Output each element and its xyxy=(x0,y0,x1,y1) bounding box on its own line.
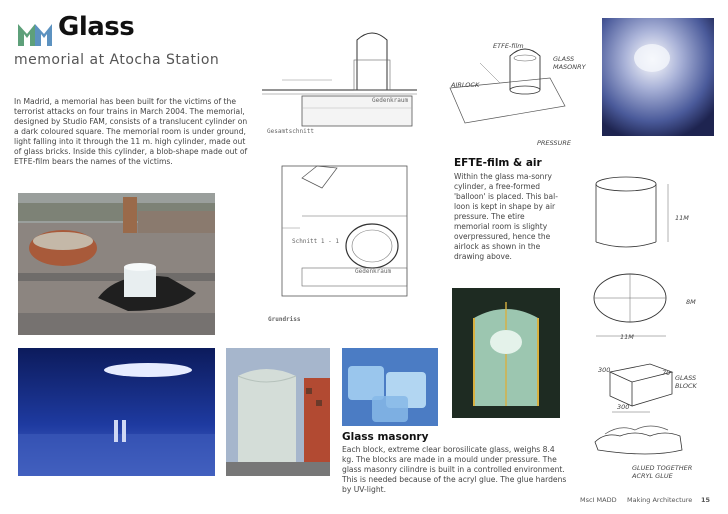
glass-blocks-photo xyxy=(342,348,438,426)
glass-masonry-paragraph: Each block, extreme clear borosilicate glass, weighs 8.4 kg. The blocks are made in a mould under pressure. The glass masonry cilindre is built in a controlled environment. This is needed because of the acryl glue. The glue hardens by UV-light. xyxy=(342,445,567,494)
memorial-room-photo xyxy=(18,348,215,476)
logo-icon xyxy=(18,22,52,46)
efte-title: EFTE-film & air xyxy=(454,157,542,169)
section-drawing xyxy=(262,18,417,136)
pressure-sketch-label: PRESSURE xyxy=(537,139,571,147)
section-small-label-1: Gedenkraum xyxy=(355,268,392,275)
dim-8m-label: 8M xyxy=(686,298,696,306)
cylinder-sketches xyxy=(584,168,704,338)
aerial-photo xyxy=(18,193,215,335)
efte-paragraph: Within the glass ma-sonry cylinder, a free-formed 'balloon' is placed. This bal-loon is kept in shape by air pressure. The etire memorial room is slighty overpressured, hence the airlock as shown in the drawing above. xyxy=(454,172,558,261)
page-number: 15 xyxy=(701,496,711,504)
airlock-sketch-label: AIRLOCK xyxy=(451,81,480,89)
plan-drawing xyxy=(262,158,412,300)
plan-label: Grundriss xyxy=(268,316,301,323)
footer-subject: Making Architecture xyxy=(627,496,693,504)
glass-block-label: GLASS BLOCK xyxy=(675,374,697,390)
page-subtitle: memorial at Atocha Station xyxy=(14,52,220,68)
construction-photo xyxy=(452,288,560,418)
glue-note-label: GLUED TOGETHER ACRYL GLUE xyxy=(632,464,693,480)
dim-11m-label: 11M xyxy=(675,214,689,222)
block-dim-300-a: 300 xyxy=(598,366,611,374)
glass-masonry-title: Glass masonry xyxy=(342,431,429,443)
glass-sketch-label: GLASS MASONRY xyxy=(553,55,586,71)
interior-photo xyxy=(602,18,714,136)
footer-course: MscI MADD xyxy=(580,496,617,504)
block-dim-70: 70 xyxy=(662,369,671,377)
section-label: Gesamtschnitt xyxy=(267,128,314,135)
section-small-label-2: Gedenkraum xyxy=(372,97,409,104)
cylinder-exterior-photo xyxy=(226,348,330,476)
block-dim-300-b: 300 xyxy=(617,403,630,411)
etfe-sketch-label: ETFE-film xyxy=(493,42,524,50)
intro-paragraph: In Madrid, a memorial has been built for the victims of the terrorist attacks on four trains in March 2004. The memorial, designed by Studio FAM, consists of a translucent cylinder on a dark coloured square. The memorial room is under ground, light falling into it through the 11 m. high cylinder, made out of glass bricks. Inside this cylinder, a blob-shape made out of ETFE-film bears the names of the victims. xyxy=(14,97,248,166)
dim-11m-b-label: 11M xyxy=(620,333,634,341)
section-small-label-0: Schnitt 1 - 1 xyxy=(292,238,339,245)
page-title: Glass xyxy=(58,12,135,42)
